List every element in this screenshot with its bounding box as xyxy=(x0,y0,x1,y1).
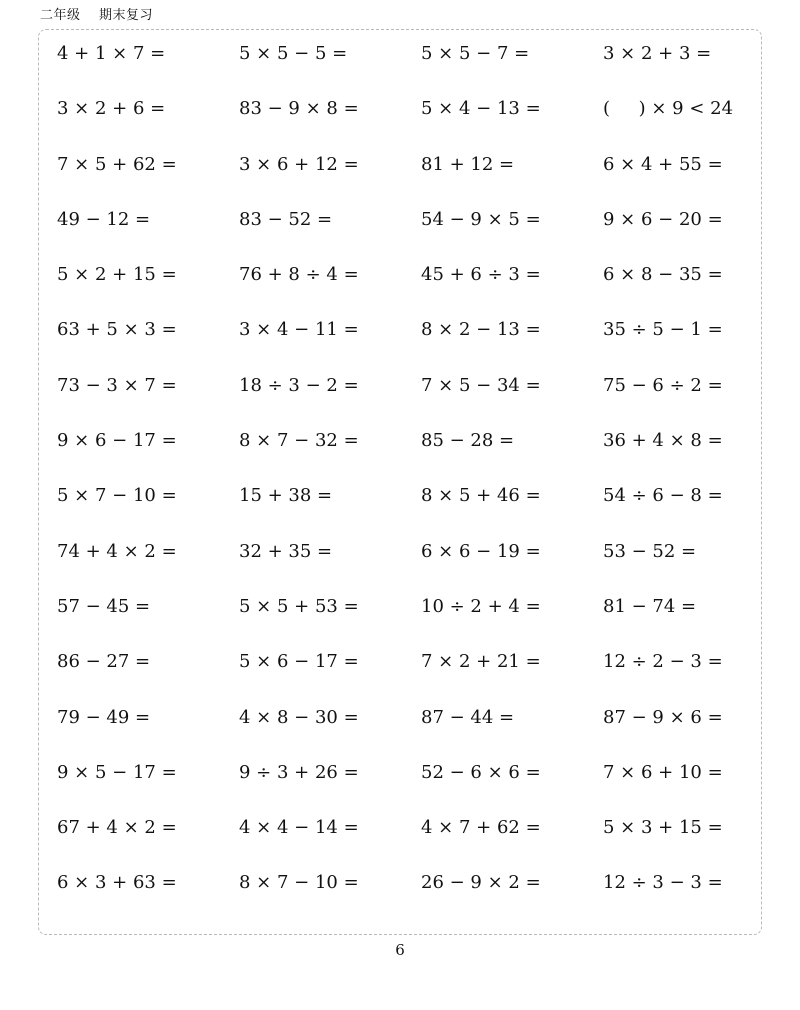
arithmetic-problem: 5 × 7 − 10 = xyxy=(57,485,177,507)
arithmetic-problem: 49 − 12 = xyxy=(57,208,151,230)
arithmetic-problem: 4 × 7 + 62 = xyxy=(421,817,541,839)
arithmetic-problem: 8 × 2 − 13 = xyxy=(421,319,541,341)
arithmetic-problem: 83 − 52 = xyxy=(239,208,333,230)
arithmetic-problem: 12 ÷ 2 − 3 = xyxy=(603,651,723,673)
arithmetic-problem: ( ) × 9 < 24 xyxy=(603,98,734,120)
arithmetic-problem: 8 × 5 + 46 = xyxy=(421,485,541,507)
arithmetic-problem: 5 × 2 + 15 = xyxy=(57,264,177,286)
arithmetic-problem: 12 ÷ 3 − 3 = xyxy=(603,872,723,894)
arithmetic-problem: 73 − 3 × 7 = xyxy=(57,374,177,396)
arithmetic-problem: 5 × 6 − 17 = xyxy=(239,651,359,673)
arithmetic-problem: 9 × 5 − 17 = xyxy=(57,761,177,783)
arithmetic-problem: 45 + 6 ÷ 3 = xyxy=(421,264,541,286)
arithmetic-problem: 32 + 35 = xyxy=(239,540,333,562)
arithmetic-problem: 8 × 7 − 32 = xyxy=(239,430,359,452)
arithmetic-problem: 6 × 8 − 35 = xyxy=(603,264,723,286)
arithmetic-problem: 4 + 1 × 7 = xyxy=(57,43,166,64)
page-header: 二年级 期末复习 xyxy=(40,8,154,23)
page-number: 6 xyxy=(395,941,405,959)
arithmetic-problem: 3 × 4 − 11 = xyxy=(239,319,359,341)
arithmetic-problem: 75 − 6 ÷ 2 = xyxy=(603,374,723,396)
problem-grid xyxy=(57,38,777,923)
arithmetic-problem: 26 − 9 × 2 = xyxy=(421,872,541,894)
arithmetic-problem: 87 − 44 = xyxy=(421,706,515,728)
arithmetic-problem: 63 + 5 × 3 = xyxy=(57,319,177,341)
arithmetic-problem: 54 ÷ 6 − 8 = xyxy=(603,485,723,507)
arithmetic-problem: 7 × 5 − 34 = xyxy=(421,374,541,396)
arithmetic-problem: 4 × 4 − 14 = xyxy=(239,817,359,839)
arithmetic-problem: 86 − 27 = xyxy=(57,651,151,673)
arithmetic-problem: 67 + 4 × 2 = xyxy=(57,817,177,839)
arithmetic-problem: 5 × 5 − 5 = xyxy=(239,43,348,64)
arithmetic-problem: 9 × 6 − 20 = xyxy=(603,208,723,230)
arithmetic-problem: 5 × 3 + 15 = xyxy=(603,817,723,839)
arithmetic-problem: 6 × 3 + 63 = xyxy=(57,872,177,894)
arithmetic-problem: 8 × 7 − 10 = xyxy=(239,872,359,894)
arithmetic-problem: 74 + 4 × 2 = xyxy=(57,540,177,562)
arithmetic-problem: 76 + 8 ÷ 4 = xyxy=(239,264,359,286)
arithmetic-problem: 52 − 6 × 6 = xyxy=(421,761,541,783)
arithmetic-problem: 7 × 5 + 62 = xyxy=(57,153,177,175)
arithmetic-problem: 15 + 38 = xyxy=(239,485,333,507)
arithmetic-problem: 5 × 5 − 7 = xyxy=(421,43,530,64)
arithmetic-problem: 83 − 9 × 8 = xyxy=(239,98,359,120)
arithmetic-problem: 87 − 9 × 6 = xyxy=(603,706,723,728)
arithmetic-problem: 6 × 4 + 55 = xyxy=(603,153,723,175)
arithmetic-problem: 81 + 12 = xyxy=(421,153,515,175)
arithmetic-problem: 9 × 6 − 17 = xyxy=(57,430,177,452)
arithmetic-problem: 3 × 2 + 3 = xyxy=(603,43,712,64)
arithmetic-problem: 36 + 4 × 8 = xyxy=(603,430,723,452)
arithmetic-problem: 7 × 6 + 10 = xyxy=(603,761,723,783)
arithmetic-problem: 4 × 8 − 30 = xyxy=(239,706,359,728)
arithmetic-problem: 35 ÷ 5 − 1 = xyxy=(603,319,723,341)
arithmetic-problem: 3 × 2 + 6 = xyxy=(57,98,166,120)
arithmetic-problem: 3 × 6 + 12 = xyxy=(239,153,359,175)
arithmetic-problem: 9 ÷ 3 + 26 = xyxy=(239,761,359,783)
arithmetic-problem: 18 ÷ 3 − 2 = xyxy=(239,374,359,396)
arithmetic-problem: 85 − 28 = xyxy=(421,430,515,452)
arithmetic-problem: 5 × 5 + 53 = xyxy=(239,595,359,617)
arithmetic-problem: 54 − 9 × 5 = xyxy=(421,208,541,230)
arithmetic-problem: 5 × 4 − 13 = xyxy=(421,98,541,120)
arithmetic-problem: 7 × 2 + 21 = xyxy=(421,651,541,673)
arithmetic-problem: 81 − 74 = xyxy=(603,595,697,617)
arithmetic-problem: 6 × 6 − 19 = xyxy=(421,540,541,562)
arithmetic-problem: 53 − 52 = xyxy=(603,540,697,562)
arithmetic-problem: 57 − 45 = xyxy=(57,595,151,617)
arithmetic-problem: 79 − 49 = xyxy=(57,706,151,728)
arithmetic-problem: 10 ÷ 2 + 4 = xyxy=(421,595,541,617)
